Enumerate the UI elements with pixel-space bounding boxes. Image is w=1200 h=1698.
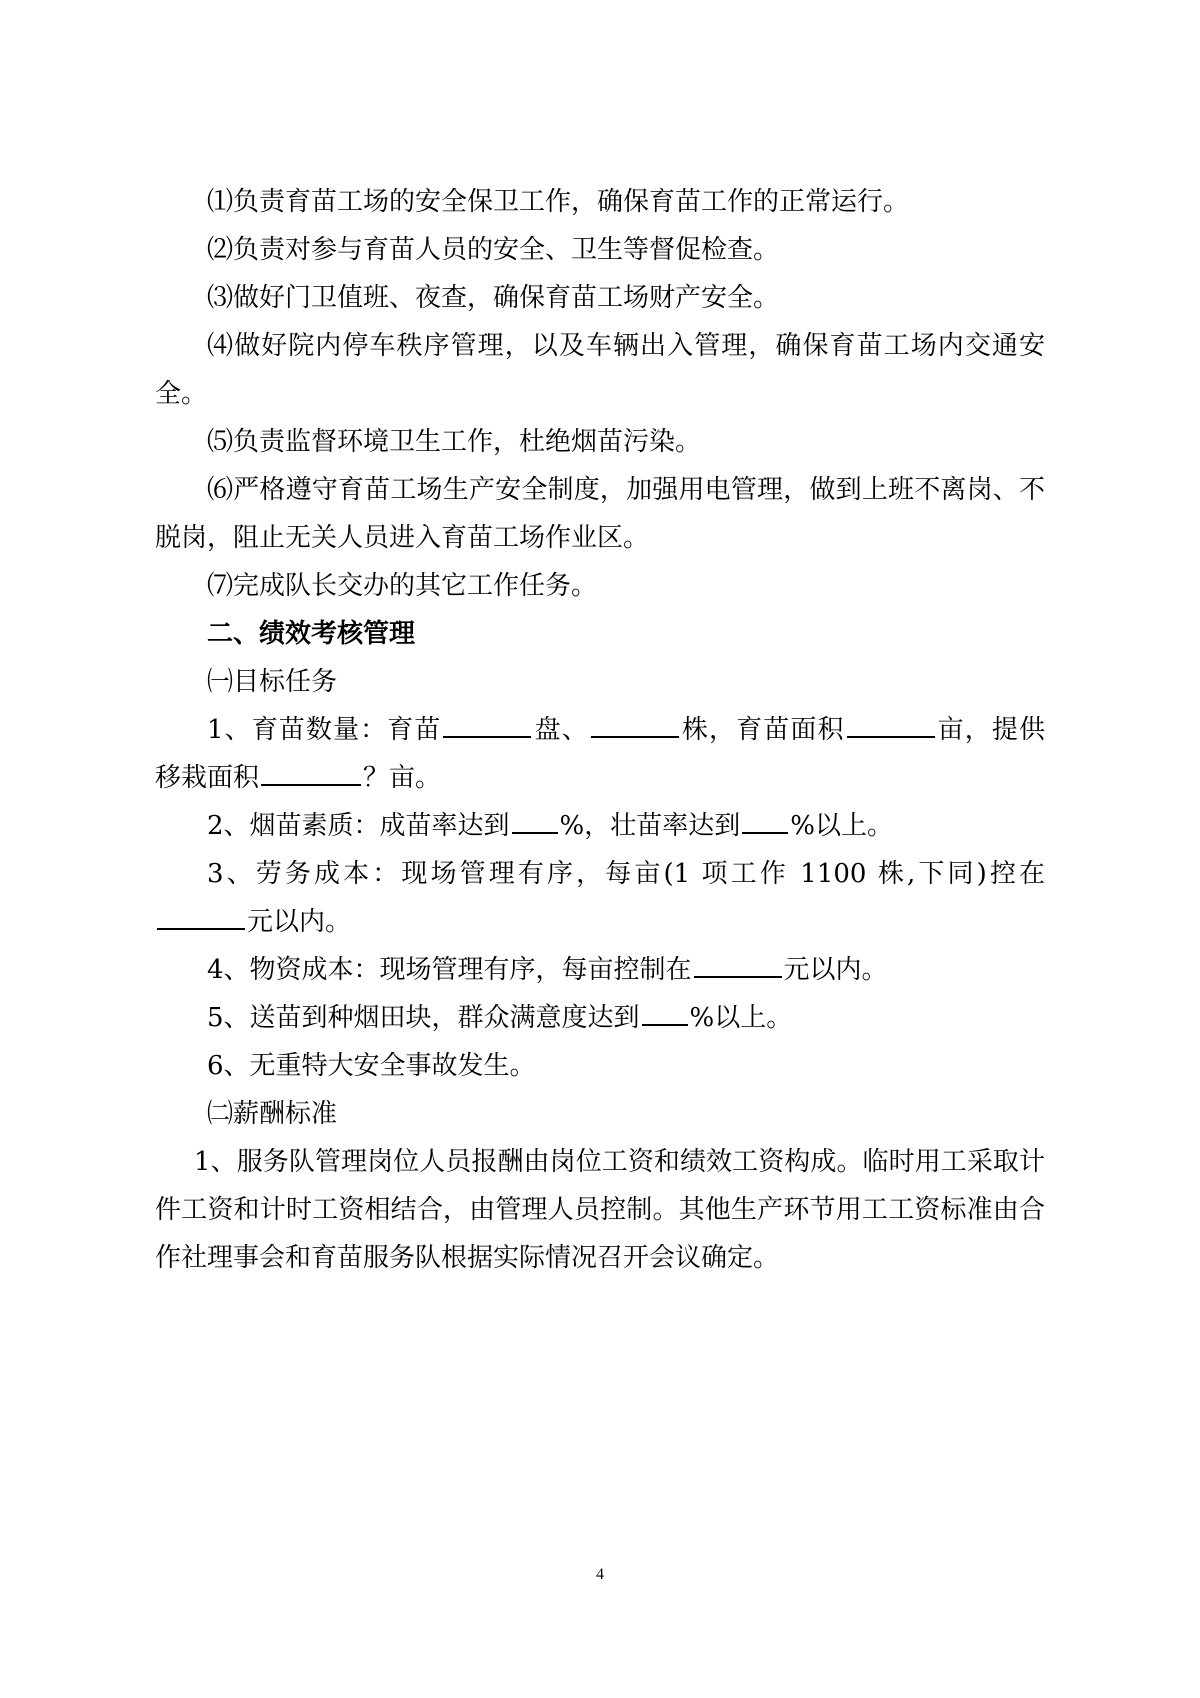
target-item-1-text-e: ？亩。: [363, 763, 442, 793]
target-item-1-text-d: 亩，提供移栽面积: [155, 715, 1045, 793]
target-item-1-text-a: 1、育苗数量：育苗: [207, 715, 442, 745]
target-item-3-text-a: 3、劳务成本：现场管理有序，每亩(1 项工作 1100 株,下同)控在: [207, 859, 1045, 889]
blank-nursery-area[interactable]: [847, 706, 935, 738]
blank-satisfaction-rate[interactable]: [642, 994, 688, 1026]
blank-transplant-area[interactable]: [261, 754, 361, 786]
subsection-heading-salary: ㈡薪酬标准: [207, 1099, 338, 1129]
blank-strong-seedling-rate[interactable]: [742, 802, 788, 834]
duty-item-6: ⑹严格遵守育苗工场生产安全制度，加强用电管理，做到上班不离岗、不脱岗，阻止无关人员进入育苗工场作业区。: [155, 475, 1045, 553]
duty-item-2: ⑵负责对参与育苗人员的安全、卫生等督促检查。: [207, 235, 780, 265]
target-item-2: [155, 802, 1045, 850]
target-item-3-text-b: 元以内。: [247, 907, 352, 937]
target-item-1-text-c: 株，育苗面积: [680, 715, 845, 745]
target-item-6: 6、无重特大安全事故发生。: [207, 1051, 536, 1081]
page-number: 4: [596, 1566, 604, 1583]
blank-labor-cost[interactable]: [157, 898, 245, 930]
salary-paragraph: 1、服务队管理岗位人员报酬由岗位工资和绩效工资构成。临时用工采取计件工资和计时工资相结合，由管理人员控制。其他生产环节用工工资标准由合作社理事会和育苗服务队根据实际情况召开会议确定。: [155, 1147, 1045, 1273]
target-item-2-text-b: %，壮苗率达到: [559, 811, 741, 841]
target-item-4-text-b: 元以内。: [783, 955, 888, 985]
target-item-5-text-a: 5、送苗到种烟田块，群众满意度达到: [207, 1003, 640, 1033]
target-item-2-text-a: 2、烟苗素质：成苗率达到: [207, 811, 510, 841]
duty-item-7: ⑺完成队长交办的其它工作任务。: [207, 571, 598, 601]
subsection-heading-targets: ㈠目标任务: [207, 667, 338, 697]
target-item-5: [155, 994, 1045, 1042]
duty-item-3: ⑶做好门卫值班、夜查，确保育苗工场财产安全。: [207, 283, 780, 313]
target-item-3: [155, 850, 1045, 946]
target-item-4: [155, 946, 1045, 994]
duty-item-5: ⑸负责监督环境卫生工作，杜绝烟苗污染。: [207, 427, 702, 457]
blank-trays[interactable]: [443, 706, 531, 738]
blank-seedling-rate[interactable]: [512, 802, 558, 834]
section-heading: 二、绩效考核管理: [207, 619, 416, 649]
target-item-2-text-c: %以上。: [790, 811, 893, 841]
target-item-1-text-b: 盘、: [533, 715, 589, 745]
target-item-1: [155, 706, 1045, 802]
duty-item-1: ⑴负责育苗工场的安全保卫工作，确保育苗工作的正常运行。: [207, 187, 910, 217]
document-body: [155, 178, 1045, 1282]
target-item-5-text-b: %以上。: [689, 1003, 793, 1033]
blank-material-cost[interactable]: [694, 946, 782, 978]
duty-item-4: ⑷做好院内停车秩序管理，以及车辆出入管理，确保育苗工场内交通安全。: [155, 331, 1045, 409]
target-item-4-text-a: 4、物资成本：现场管理有序，每亩控制在: [207, 955, 692, 985]
blank-plants[interactable]: [591, 706, 679, 738]
